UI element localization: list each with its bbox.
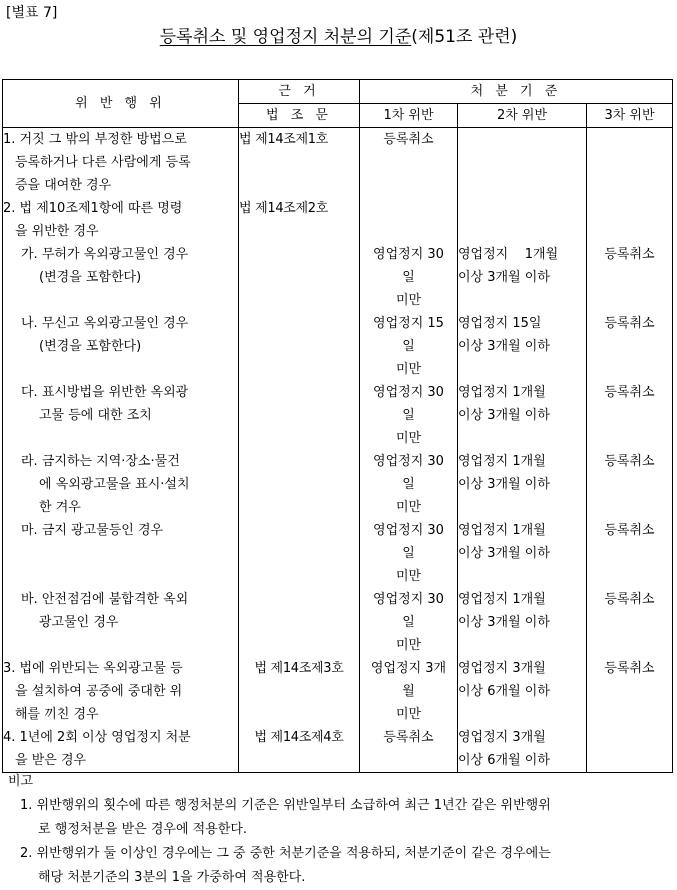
third-violation-cell [587, 128, 673, 198]
table-row [3, 128, 673, 198]
second-violation-cell [458, 450, 587, 519]
violation-cell [3, 588, 239, 657]
first-line: 미만 [395, 500, 422, 515]
header-second: 2차 위반 [458, 104, 587, 128]
violation-line: 4. 1년에 2회 이상 영업정지 처분 [3, 730, 191, 745]
title-ref: (제51조 관련) [411, 27, 518, 47]
second-line: 이상 3개월 이하 [458, 546, 550, 561]
first-violation-cell [360, 657, 458, 726]
first-line: 영업정지 30 [373, 454, 444, 469]
violation-cell [3, 128, 239, 198]
second-violation-cell [458, 519, 587, 588]
first-line: 등록취소 [383, 730, 434, 745]
law-cell: 법 제14조제2호 [239, 197, 360, 243]
notes [8, 770, 672, 890]
first-line: 일 [402, 546, 415, 561]
table-row [3, 726, 673, 773]
violation-line: 가. 무허가 옥외광고물인 경우 [21, 247, 189, 262]
standards-table [2, 79, 673, 773]
first-line: 일 [402, 339, 415, 354]
first-line: 미만 [395, 569, 422, 584]
first-line: 미만 [395, 431, 422, 446]
violation-line: 나. 무신고 옥외광고물인 경우 [21, 316, 189, 331]
first-line: 미만 [395, 293, 422, 308]
law-cell: 법 제14조제4호 [239, 726, 360, 773]
note-line: 1. 위반행위의 횟수에 따른 행정처분의 기준은 위반일부터 소급하여 최근 1년간 같은 위반행위 [20, 798, 551, 813]
third-violation-cell: 등록취소 [587, 657, 673, 726]
second-violation-cell [458, 312, 587, 381]
title-main: 등록취소 및 영업정지 처분의 기준 [159, 27, 412, 47]
second-line: 영업정지 15일 [458, 316, 542, 331]
notes-items [8, 794, 672, 890]
first-violation-cell [360, 243, 458, 312]
note-line: 해당 처분기준의 3분의 1을 가중하여 적용한다. [38, 870, 306, 885]
first-violation-cell [360, 450, 458, 519]
law-cell [239, 519, 360, 588]
violation-cell [3, 726, 239, 773]
second-violation-cell [458, 588, 587, 657]
violation-cell [3, 243, 239, 312]
violation-line: 에 옥외광고물을 표시·설치 [39, 477, 190, 492]
header-basis-2: 법 조 문 [239, 104, 360, 128]
violation-line: 한 겨우 [39, 500, 81, 515]
third-violation-cell [587, 726, 673, 773]
violation-line: 다. 표시방법을 위반한 옥외광 [21, 385, 189, 400]
table-row [3, 450, 673, 519]
first-line: 영업정지 3개 [370, 661, 447, 676]
header-violation: 위 반 행 위 [3, 80, 239, 128]
third-violation-cell: 등록취소 [587, 519, 673, 588]
law-cell [239, 450, 360, 519]
violation-line: 라. 금지하는 지역·장소·물건 [21, 454, 180, 469]
second-line: 영업정지 1개월 [458, 247, 559, 262]
violation-cell [3, 381, 239, 450]
page-title [0, 22, 677, 47]
table-row [3, 243, 673, 312]
first-line: 일 [402, 477, 415, 492]
second-line: 영업정지 1개월 [458, 385, 546, 400]
header-basis-1: 근 거 [239, 80, 360, 104]
second-line: 이상 3개월 이하 [458, 408, 550, 423]
third-violation-cell [587, 197, 673, 243]
second-line: 영업정지 3개월 [458, 730, 546, 745]
law-cell: 법 제14조제1호 [239, 128, 360, 198]
second-violation-cell [458, 243, 587, 312]
first-line: 등록취소 [383, 132, 434, 147]
second-violation-cell [458, 197, 587, 243]
table-row [3, 312, 673, 381]
first-violation-cell [360, 128, 458, 198]
second-line: 이상 3개월 이하 [458, 615, 550, 630]
law-cell: 법 제14조제3호 [239, 657, 360, 726]
violation-line: 해를 끼친 경우 [15, 707, 99, 722]
first-line: 일 [402, 615, 415, 630]
second-line: 영업정지 1개월 [458, 592, 546, 607]
first-violation-cell [360, 197, 458, 243]
note-line: 로 행정처분을 받은 경우에 적용한다. [38, 822, 248, 837]
violation-line: (변경을 포함한다) [39, 270, 142, 285]
first-violation-cell [360, 726, 458, 773]
second-line: 이상 6개월 이하 [458, 684, 550, 699]
violation-line: 증을 대여한 경우 [15, 178, 112, 193]
second-violation-cell [458, 726, 587, 773]
first-line: 영업정지 30 [373, 247, 444, 262]
third-violation-cell: 등록취소 [587, 588, 673, 657]
third-violation-cell: 등록취소 [587, 381, 673, 450]
law-cell [239, 243, 360, 312]
first-violation-cell [360, 588, 458, 657]
second-line: 영업정지 1개월 [458, 454, 546, 469]
table-row [3, 657, 673, 726]
table-row [3, 197, 673, 243]
violation-line: 을 설치하여 공중에 중대한 위 [15, 684, 183, 699]
first-violation-cell [360, 312, 458, 381]
table-body [3, 128, 673, 773]
violation-cell [3, 312, 239, 381]
first-violation-cell [360, 381, 458, 450]
second-violation-cell [458, 128, 587, 198]
violation-line: 을 받은 경우 [15, 753, 87, 768]
first-line: 영업정지 15 [373, 316, 444, 331]
violation-line: 등록하거나 다른 사람에게 등록 [15, 155, 191, 170]
first-line: 영업정지 30 [373, 523, 444, 538]
violation-line: 광고물인 경우 [39, 615, 119, 630]
second-line: 이상 3개월 이하 [458, 339, 550, 354]
first-line: 월 [402, 684, 415, 699]
header-first: 1차 위반 [360, 104, 458, 128]
header-standard: 처 분 기 준 [360, 80, 673, 104]
violation-cell [3, 197, 239, 243]
annex-tag: [별표 7] [6, 5, 58, 21]
violation-cell [3, 450, 239, 519]
violation-line: 고물 등에 대한 조치 [39, 408, 152, 423]
violation-line: 2. 법 제10조제1항에 따른 명령 [3, 201, 183, 216]
first-violation-cell [360, 519, 458, 588]
table-row [3, 588, 673, 657]
violation-line: 3. 법에 위반되는 옥외광고물 등 [3, 661, 183, 676]
notes-heading: 비고 [8, 774, 34, 789]
law-cell [239, 381, 360, 450]
violation-line: 을 위반한 경우 [15, 224, 99, 239]
second-violation-cell [458, 657, 587, 726]
first-line: 미만 [395, 638, 422, 653]
violation-line: 마. 금지 광고물등인 경우 [21, 523, 164, 538]
first-line: 미만 [395, 362, 422, 377]
second-line: 영업정지 1개월 [458, 523, 546, 538]
first-line: 미만 [395, 707, 422, 722]
second-line: 이상 3개월 이하 [458, 270, 550, 285]
violation-line: 1. 거짓 그 밖의 부정한 방법으로 [3, 132, 187, 147]
table-row [3, 381, 673, 450]
header-third: 3차 위반 [587, 104, 673, 128]
third-violation-cell: 등록취소 [587, 312, 673, 381]
violation-cell [3, 657, 239, 726]
violation-cell [3, 519, 239, 588]
law-cell [239, 588, 360, 657]
second-line: 영업정지 3개월 [458, 661, 546, 676]
first-line: 영업정지 30 [373, 592, 444, 607]
table-row [3, 519, 673, 588]
second-line: 이상 6개월 이하 [458, 753, 550, 768]
first-line: 일 [402, 270, 415, 285]
first-line: 영업정지 30 [373, 385, 444, 400]
law-cell [239, 312, 360, 381]
violation-line: 바. 안전점검에 불합격한 옥외 [21, 592, 189, 607]
first-line: 일 [402, 408, 415, 423]
third-violation-cell: 등록취소 [587, 243, 673, 312]
second-line: 이상 3개월 이하 [458, 477, 550, 492]
violation-line: (변경을 포함한다) [39, 339, 142, 354]
third-violation-cell: 등록취소 [587, 450, 673, 519]
second-violation-cell [458, 381, 587, 450]
note-line: 2. 위반행위가 둘 이상인 경우에는 그 중 중한 처분기준을 적용하되, 처분기준이 같은 경우에는 [20, 846, 551, 861]
